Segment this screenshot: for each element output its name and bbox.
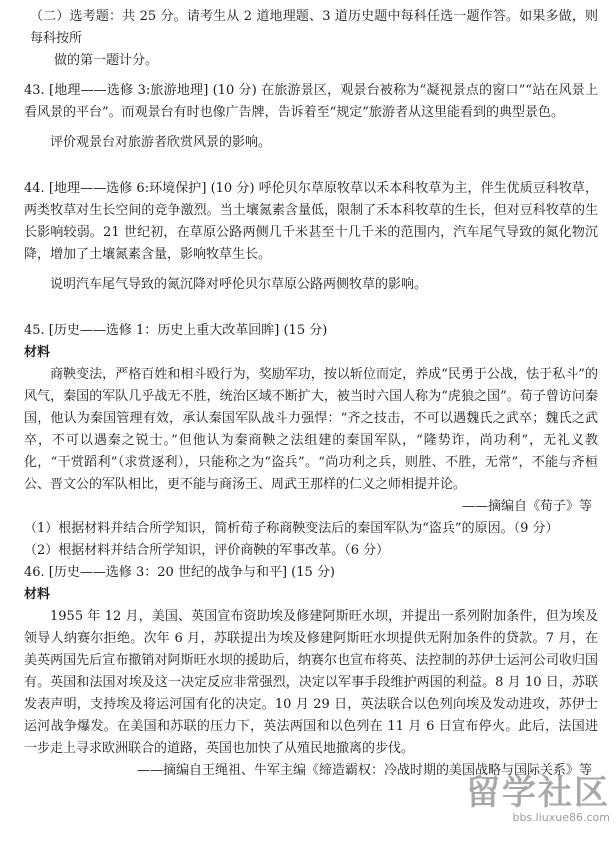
question-44-heading: 44. [地理——选修 6:环境保护] (10 分) 呼伦贝尔草原牧草以禾本科牧草为主，伴生优质豆科牧草，两类牧草对生长空间的竞争激烈。当土壤氮素含量低，限制了禾本科牧草的生长，但对豆科牧草的生长影响较弱。21 世纪初，在草原公路两侧几千米甚至十几千米的范围内，汽车尾气导致的氮化物沉降，增加了土壤氮素含量，影响牧草生长。 xyxy=(24,181,598,262)
question-45-source: ——摘编自《荀子》等 xyxy=(461,499,592,514)
question-46-material: 1955 年 12 月，美国、英国宣布资助埃及修建阿斯旺水坝，并提出一系列附加条件，但为埃及领导人纳赛尔拒绝。次年 6 月，苏联提出为埃及修建阿斯旺水坝提供无附加条件的贷款。7 月，在美英两国先后宣布撤销对阿斯旺水坝的援助后，纳赛尔也宣布将英、法控制的苏伊士运河公司收归国有。英国和法国对埃及这一决定反应非常强烈，决定以军事手段维护两国的利益。8 月 10 日，苏联发表声明，支持埃及将运河国有化的决定。10 月 29 日，英法联合以色列向埃及发动进攻，苏伊士运河战争爆发。在美国和苏联的压力下，英法两国和以色列在 11 月 6 日宣布停火。此后，法国进一步走上寻求欧洲联合的道路，英国也加快了从殖民地撤离的步伐。 xyxy=(24,609,598,756)
question-45-subquestion-2: （2）根据材料并结合所学知识，评价商鞅的军事改革。（6 分） xyxy=(24,543,390,558)
question-45-material: 商鞅变法，严格百姓和相斗殴行为，奖励军功，按以斩位而定，养成“民勇于公战，怯于私斗”的风气，秦国的军队几乎战无不胜，统治区域不断扩大，被当时六国人称为“虎狼之国”。荀子曾访问秦国，他认为秦国管理有效，承认秦国军队战斗力强悍：“齐之技击，不可以遇魏氏之武卒；魏氏之武卒，不可以遇秦之锐士。”但他认为秦商鞅之法组建的秦国军队，“隆势诈，尚功利”，无礼义教化，“干赏蹈利”（求赏逐利），只能称之为“盗兵”。“尚功利之兵，则胜、不胜，无常”，不能与齐桓公、晋文公的军队相比，更不能与商汤王、周武王那样的仁义之师相提并论。 xyxy=(24,367,598,492)
question-45-subquestion-1: （1）根据材料并结合所学知识，简析荀子称商鞅变法后的秦国军队为“盗兵”的原因。（9 分） xyxy=(24,521,559,536)
site-watermark xyxy=(466,775,610,825)
watermark-title: 留学社区 xyxy=(466,773,610,813)
question-45-heading: 45. [历史——选修 1：历史上重大改革回眸] (15 分) xyxy=(24,323,328,338)
question-46-heading: 46. [历史——选修 3：20 世纪的战争与和平] (15 分) xyxy=(24,565,335,580)
question-44-task: 说明汽车尾气导致的氮沉降对呼伦贝尔草原公路两侧牧草的影响。 xyxy=(50,277,428,292)
watermark-url: bbs.liuxue86.com xyxy=(512,811,610,824)
question-43-task: 评价观景台对旅游者欣赏风景的影响。 xyxy=(50,135,272,150)
question-43-heading: 43. [地理——选修 3:旅游地理] (10 分) 在旅游景区，观景台被称为“凝视景点的窗口”“站在风景上看风景的平台”。而观景台有时也像广告牌，告诉着至“规定”旅游者从这里能看到的典型景色。 xyxy=(24,83,598,120)
question-46-material-label: 材料 xyxy=(24,587,51,602)
section-intro-line1: （二）选考题：共 25 分。请考生从 2 道地理题、3 道历史题中每科任选一题作答。如果多做，则每科按所 xyxy=(30,9,598,46)
question-46-source: ——摘编自王绳祖、牛军主编《缔造霸权：冷战时期的美国战略与国际关系》等 xyxy=(136,763,592,778)
section-intro-line2: 做的第一题计分。 xyxy=(54,53,159,68)
question-45-material-label: 材料 xyxy=(24,345,51,360)
